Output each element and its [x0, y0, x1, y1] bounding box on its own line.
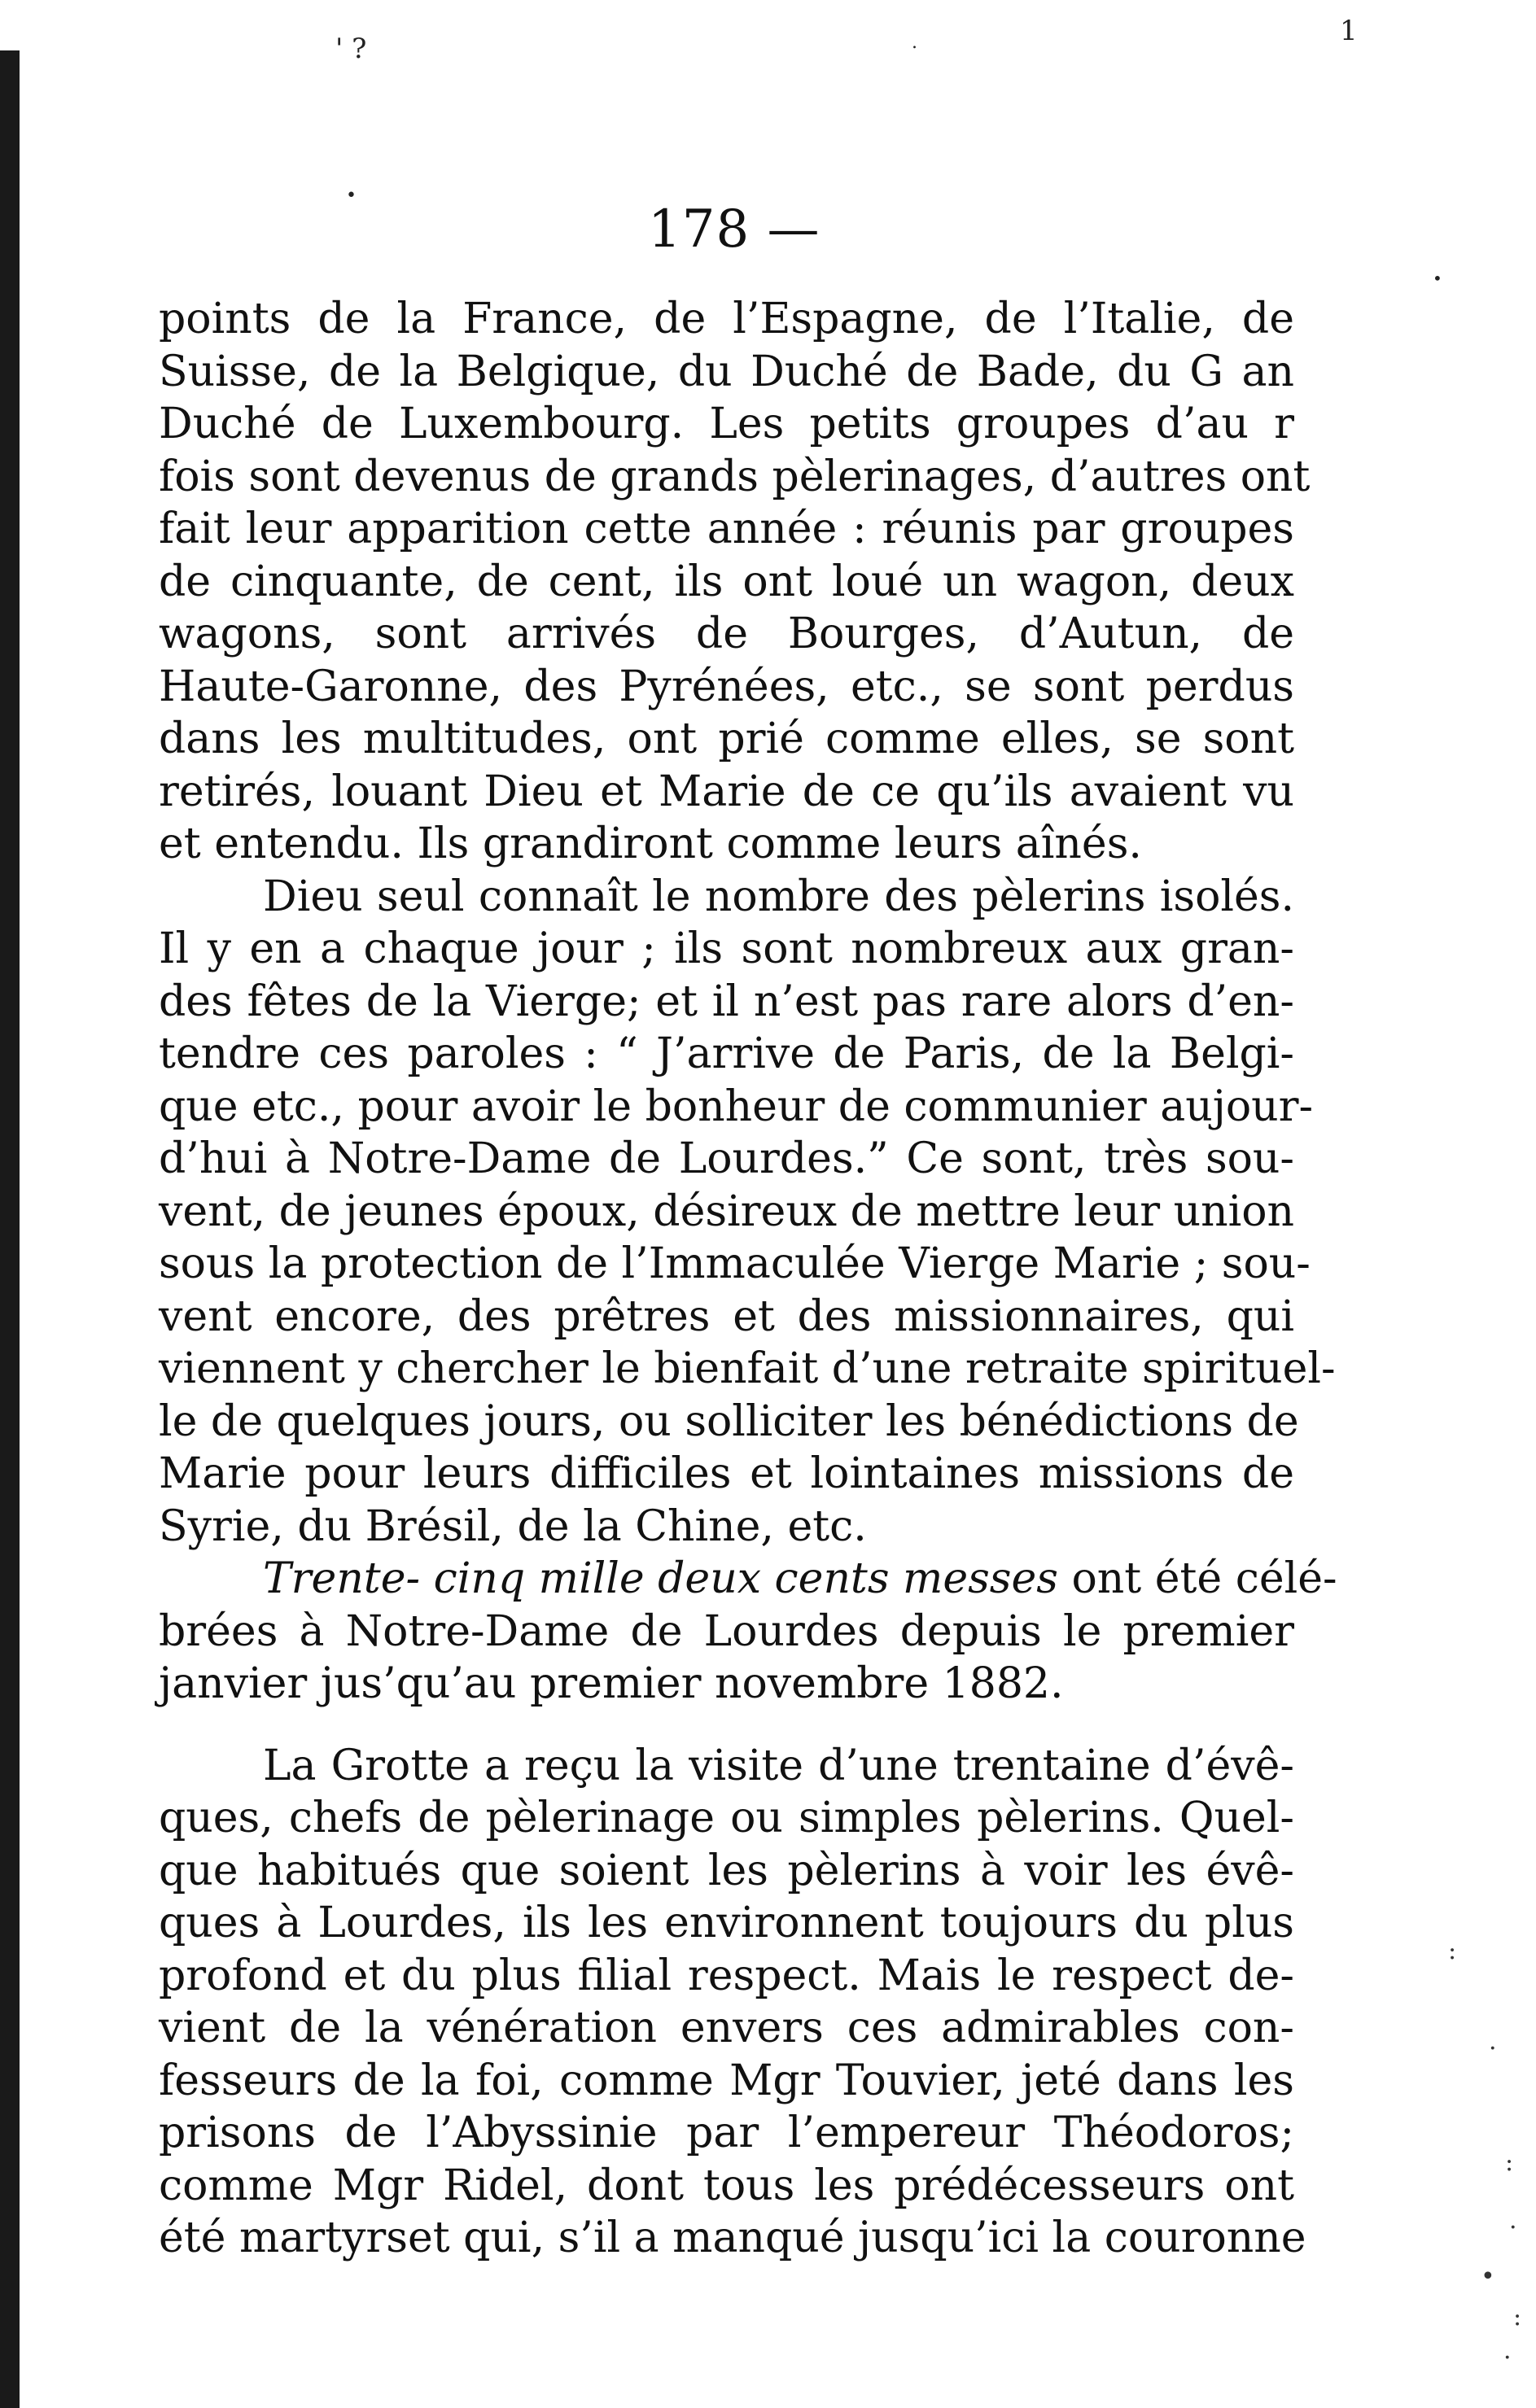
- paragraph: [159, 871, 1336, 1554]
- paragraph-gap: [159, 1711, 1294, 1740]
- text-line: janvier jus’qu’au premier novembre 1882.: [159, 1659, 1064, 1708]
- text-line: Syrie, du Brésil, de la Chine, etc.: [159, 1501, 867, 1551]
- text-line: points de la France, de l’Espagne, de l’Italie, de: [159, 295, 1294, 343]
- text-line: vient de la vénération envers ces admirables con-: [159, 2004, 1294, 2052]
- scan-dot: .: [912, 33, 917, 53]
- text-line: dans les multitudes, ont prié comme elles, se sont: [159, 715, 1294, 763]
- text-line: ques à Lourdes, ils les environnent toujours du plus: [159, 1899, 1294, 1947]
- text-run: ont été célé-: [1057, 1554, 1337, 1603]
- text-line: Duché de Luxembourg. Les petits groupes d’au r: [159, 400, 1294, 448]
- scan-mark-top-right: 1: [1340, 15, 1358, 47]
- text-line: que etc., pour avoir le bonheur de communier aujour-: [159, 1082, 1314, 1131]
- text-line: prisons de l’Abyssinie par l’empereur Théodoros;: [159, 2109, 1294, 2157]
- text-line: brées à Notre-Dame de Lourdes depuis le premier: [159, 1606, 1294, 1656]
- text-line: retirés, louant Dieu et Marie de ce qu’ils avaient vu: [159, 767, 1294, 816]
- text-line: Il y en a chaque jour ; ils sont nombreux aux gran-: [159, 924, 1294, 973]
- text-line: fait leur apparition cette année : réunis par groupes: [159, 505, 1294, 553]
- page-number: 178 —: [648, 199, 821, 260]
- text-line: ques, chefs de pèlerinage ou simples pèlerins. Quel-: [159, 1794, 1294, 1842]
- text-line: vent encore, des prêtres et des missionnaires, qui: [159, 1291, 1294, 1341]
- text-line: et entendu. Ils grandiront comme leurs aînés.: [159, 819, 1142, 868]
- text-line: Dieu seul connaît le nombre des pèlerins isolés.: [263, 872, 1294, 921]
- text-line: fesseurs de la foi, comme Mgr Touvier, jeté dans les: [159, 2056, 1294, 2105]
- text-line: de cinquante, de cent, ils ont loué un wagon, deux: [159, 557, 1294, 606]
- text-line: été martyrset qui, s’il a manqué jusqu’ici la couronne: [159, 2214, 1306, 2262]
- text-line: viennent y chercher le bienfait d’une retraite spirituel-: [159, 1344, 1336, 1393]
- text-line: d’hui à Notre-Dame de Lourdes.” Ce sont, très sou-: [159, 1134, 1294, 1183]
- text-line: La Grotte a reçu la visite d’une trentaine d’évê-: [263, 1741, 1294, 1790]
- paragraph: [159, 1553, 1337, 1711]
- text-line: que habitués que soient les pèlerins à voir les évê-: [159, 1846, 1294, 1895]
- text-line: des fêtes de la Vierge; et il n’est pas rare alors d’en-: [159, 977, 1294, 1026]
- text-line: tendre ces paroles : “ J’arrive de Paris, de la Belgi-: [159, 1029, 1294, 1078]
- text-line: wagons, sont arrivés de Bourges, d’Autun, de: [159, 610, 1294, 658]
- text-line: sous la protection de l’Immaculée Vierge Marie ; sou-: [159, 1239, 1311, 1288]
- text-line: Suisse, de la Belgique, du Duché de Bade, du G an: [159, 347, 1294, 396]
- text-line: vent, de jeunes époux, désireux de mettre leur union: [159, 1187, 1294, 1236]
- scan-dot: •: [346, 186, 357, 206]
- scan-edge-shadow: [0, 50, 20, 2408]
- text-line: comme Mgr Ridel, dont tous les prédécesseurs ont: [159, 2161, 1294, 2210]
- scan-mark-top-left: ' ?: [335, 33, 367, 65]
- paragraph: [159, 293, 1311, 871]
- text-line: profond et du plus filial respect. Mais le respect de-: [159, 1951, 1294, 2000]
- italic-phrase: Trente- cinq mille deux cents messes: [263, 1554, 1058, 1603]
- text-line: fois sont devenus de grands pèlerinages, d’autres ont: [159, 452, 1311, 501]
- text-line: Haute-Garonne, des Pyrénées, etc., se sont perdus: [159, 662, 1294, 711]
- scan-dot: •: [1433, 269, 1442, 288]
- body-text: [159, 293, 1337, 2265]
- text-line: le de quelques jours, ou solliciter les bénédictions de: [159, 1396, 1299, 1446]
- text-line: Marie pour leurs difficiles et lointaines missions de: [159, 1449, 1294, 1498]
- text-line: [159, 1553, 1337, 1606]
- scan-margin-noise: : · : · • : ·: [1448, 1937, 1522, 2372]
- paragraph: [159, 1740, 1306, 2265]
